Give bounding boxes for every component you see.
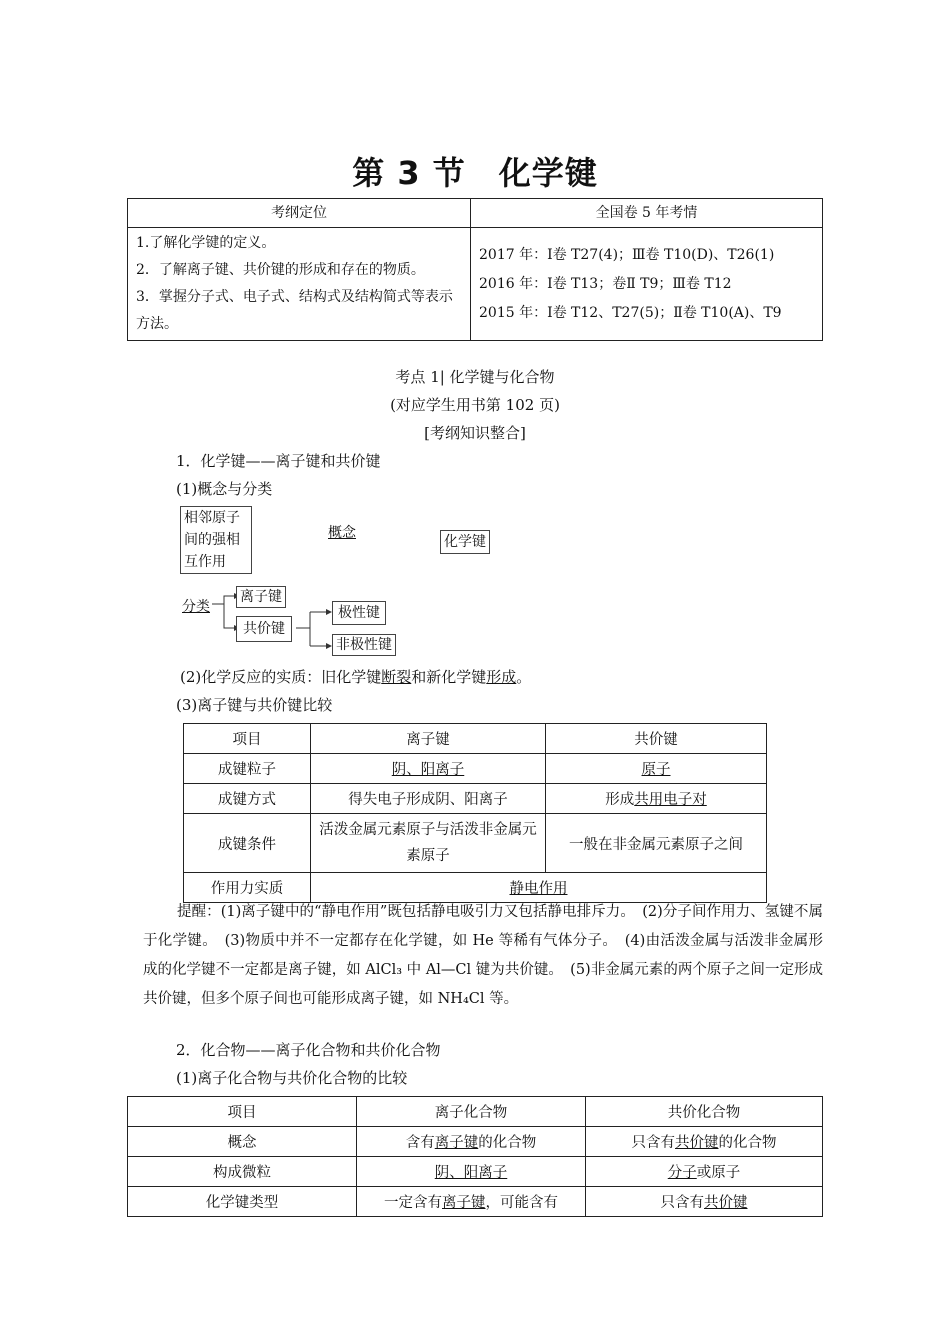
goal-item: 2．了解离子键、共价键的形成和存在的物质。	[136, 262, 425, 278]
row-label: 成键粒子	[184, 754, 311, 784]
exam-history	[471, 228, 823, 341]
row-label: 成键方式	[184, 784, 311, 814]
cell	[586, 1187, 823, 1217]
cell	[586, 1157, 823, 1187]
subheading-compare: (3)离子键与共价键比较	[176, 696, 333, 714]
answer: 离子键	[442, 1195, 486, 1211]
th-ionic-compound: 离子化合物	[357, 1097, 586, 1127]
text: 。	[516, 668, 532, 686]
text: ，可能含有	[485, 1195, 558, 1211]
row-label: 概念	[128, 1127, 357, 1157]
definition-line: 相邻原子	[184, 510, 240, 526]
goal-item: 3．掌握分子式、电子式、结构式及结构简式等表示方法。	[136, 289, 453, 332]
answer: 分子	[667, 1165, 697, 1181]
answer-form: 形成	[486, 668, 517, 686]
th-covalent: 共价键	[546, 724, 767, 754]
cell	[357, 1127, 586, 1157]
goal-item: 1.了解化学键的定义。	[136, 235, 276, 251]
nonpolar-bond-box: 非极性键	[332, 634, 396, 656]
exam-item: 2017 年：Ⅰ卷 T27(4)；Ⅲ卷 T10(D)、T26(1)	[479, 246, 775, 263]
definition-line: 间的强相	[184, 532, 240, 548]
cell	[311, 754, 546, 784]
text: 的化合物	[478, 1135, 537, 1151]
text: 一定含有	[384, 1195, 442, 1211]
subheading-compound-compare: (1)离子化合物与共价化合物的比较	[176, 1069, 408, 1087]
page-title: 第 3 节 化学键	[352, 154, 598, 192]
book-reference: (对应学生用书第 102 页)	[390, 396, 560, 414]
bond-comparison-table	[183, 723, 767, 903]
heading-compounds: 2．化合物——离子化合物和共价化合物	[176, 1041, 441, 1059]
heading-chemical-bond: 1．化学键——离子键和共价键	[176, 452, 381, 470]
text: 含有	[405, 1135, 435, 1151]
row-label: 化学键类型	[128, 1187, 357, 1217]
answer: 共价键	[675, 1135, 719, 1151]
concept-label: 概念	[328, 525, 356, 541]
definition-line: 互作用	[184, 554, 226, 570]
text: 的化合物	[718, 1135, 777, 1151]
answer: 静电作用	[509, 881, 568, 897]
text: 形成	[605, 792, 635, 808]
text: 或原子	[696, 1165, 741, 1181]
row-label: 作用力实质	[184, 873, 311, 903]
kaodian-heading: 考点 1| 化学键与化合物	[395, 368, 555, 386]
row-label: 构成微粒	[128, 1157, 357, 1187]
exam-col-head: 全国卷 5 年考情	[471, 199, 823, 228]
reaction-essence	[180, 666, 531, 688]
exam-item: 2016 年：Ⅰ卷 T13；卷Ⅱ T9；Ⅲ卷 T12	[479, 275, 732, 292]
answer: 共价键	[704, 1195, 748, 1211]
polar-bond-box: 极性键	[332, 601, 386, 625]
subheading-concept: (1)概念与分类	[176, 480, 273, 498]
th-item: 项目	[128, 1097, 357, 1127]
th-item: 项目	[184, 724, 311, 754]
outline-col-head: 考纲定位	[128, 199, 471, 228]
section-tag: [考纲知识整合]	[424, 424, 526, 442]
text: (2)化学反应的实质：旧化学键	[180, 668, 382, 686]
bond-concept-diagram	[180, 506, 500, 658]
th-ionic: 离子键	[311, 724, 546, 754]
chemical-bond-box: 化学键	[440, 530, 490, 554]
answer-break: 断裂	[381, 668, 412, 686]
text: 和新化学键	[411, 668, 487, 686]
reminder-paragraph: 提醒：(1)离子键中的“静电作用”既包括静电吸引力又包括静电排斥力。 (2)分子间作用力、氢键不属于化学键。 (3)物质中并不一定都存在化学键，如 He 等稀有气体分子。 (4)由活泼金属与活泼非金属形成的化学键不一定都是离子键，如 AlCl₃ 中 Al—Cl 键为共价键。 (5)非金属元素的两个原子之间一定形成共价键，但多个原子间也可能形成离子键，如 NH₄Cl 等。	[143, 904, 823, 1007]
answer: 阴、阳离子	[434, 1165, 508, 1181]
answer: 原子	[641, 762, 671, 778]
cell	[546, 754, 767, 784]
text: 只含有	[660, 1195, 704, 1211]
cell	[357, 1157, 586, 1187]
th-covalent-compound: 共价化合物	[586, 1097, 823, 1127]
classify-label: 分类	[182, 599, 210, 615]
cell: 得失电子形成阴、阳离子	[311, 784, 546, 814]
covalent-bond-box: 共价键	[236, 616, 292, 642]
row-label: 成键条件	[184, 814, 311, 873]
cell: 一般在非金属元素原子之间	[546, 814, 767, 873]
ionic-bond-box: 离子键	[236, 586, 286, 608]
compound-comparison-table	[127, 1096, 823, 1217]
cell: 活泼金属元素原子与活泼非金属元素原子	[311, 814, 546, 873]
answer: 共用电子对	[634, 792, 707, 808]
cell	[546, 784, 767, 814]
exam-outline-table	[127, 198, 823, 341]
outline-goals	[128, 228, 471, 341]
text: 只含有	[631, 1135, 675, 1151]
answer: 离子键	[434, 1135, 479, 1151]
exam-item: 2015 年：Ⅰ卷 T12、T27(5)；Ⅱ卷 T10(A)、T9	[479, 304, 782, 321]
cell	[357, 1187, 586, 1217]
cell	[586, 1127, 823, 1157]
answer: 阴、阳离子	[391, 762, 465, 778]
